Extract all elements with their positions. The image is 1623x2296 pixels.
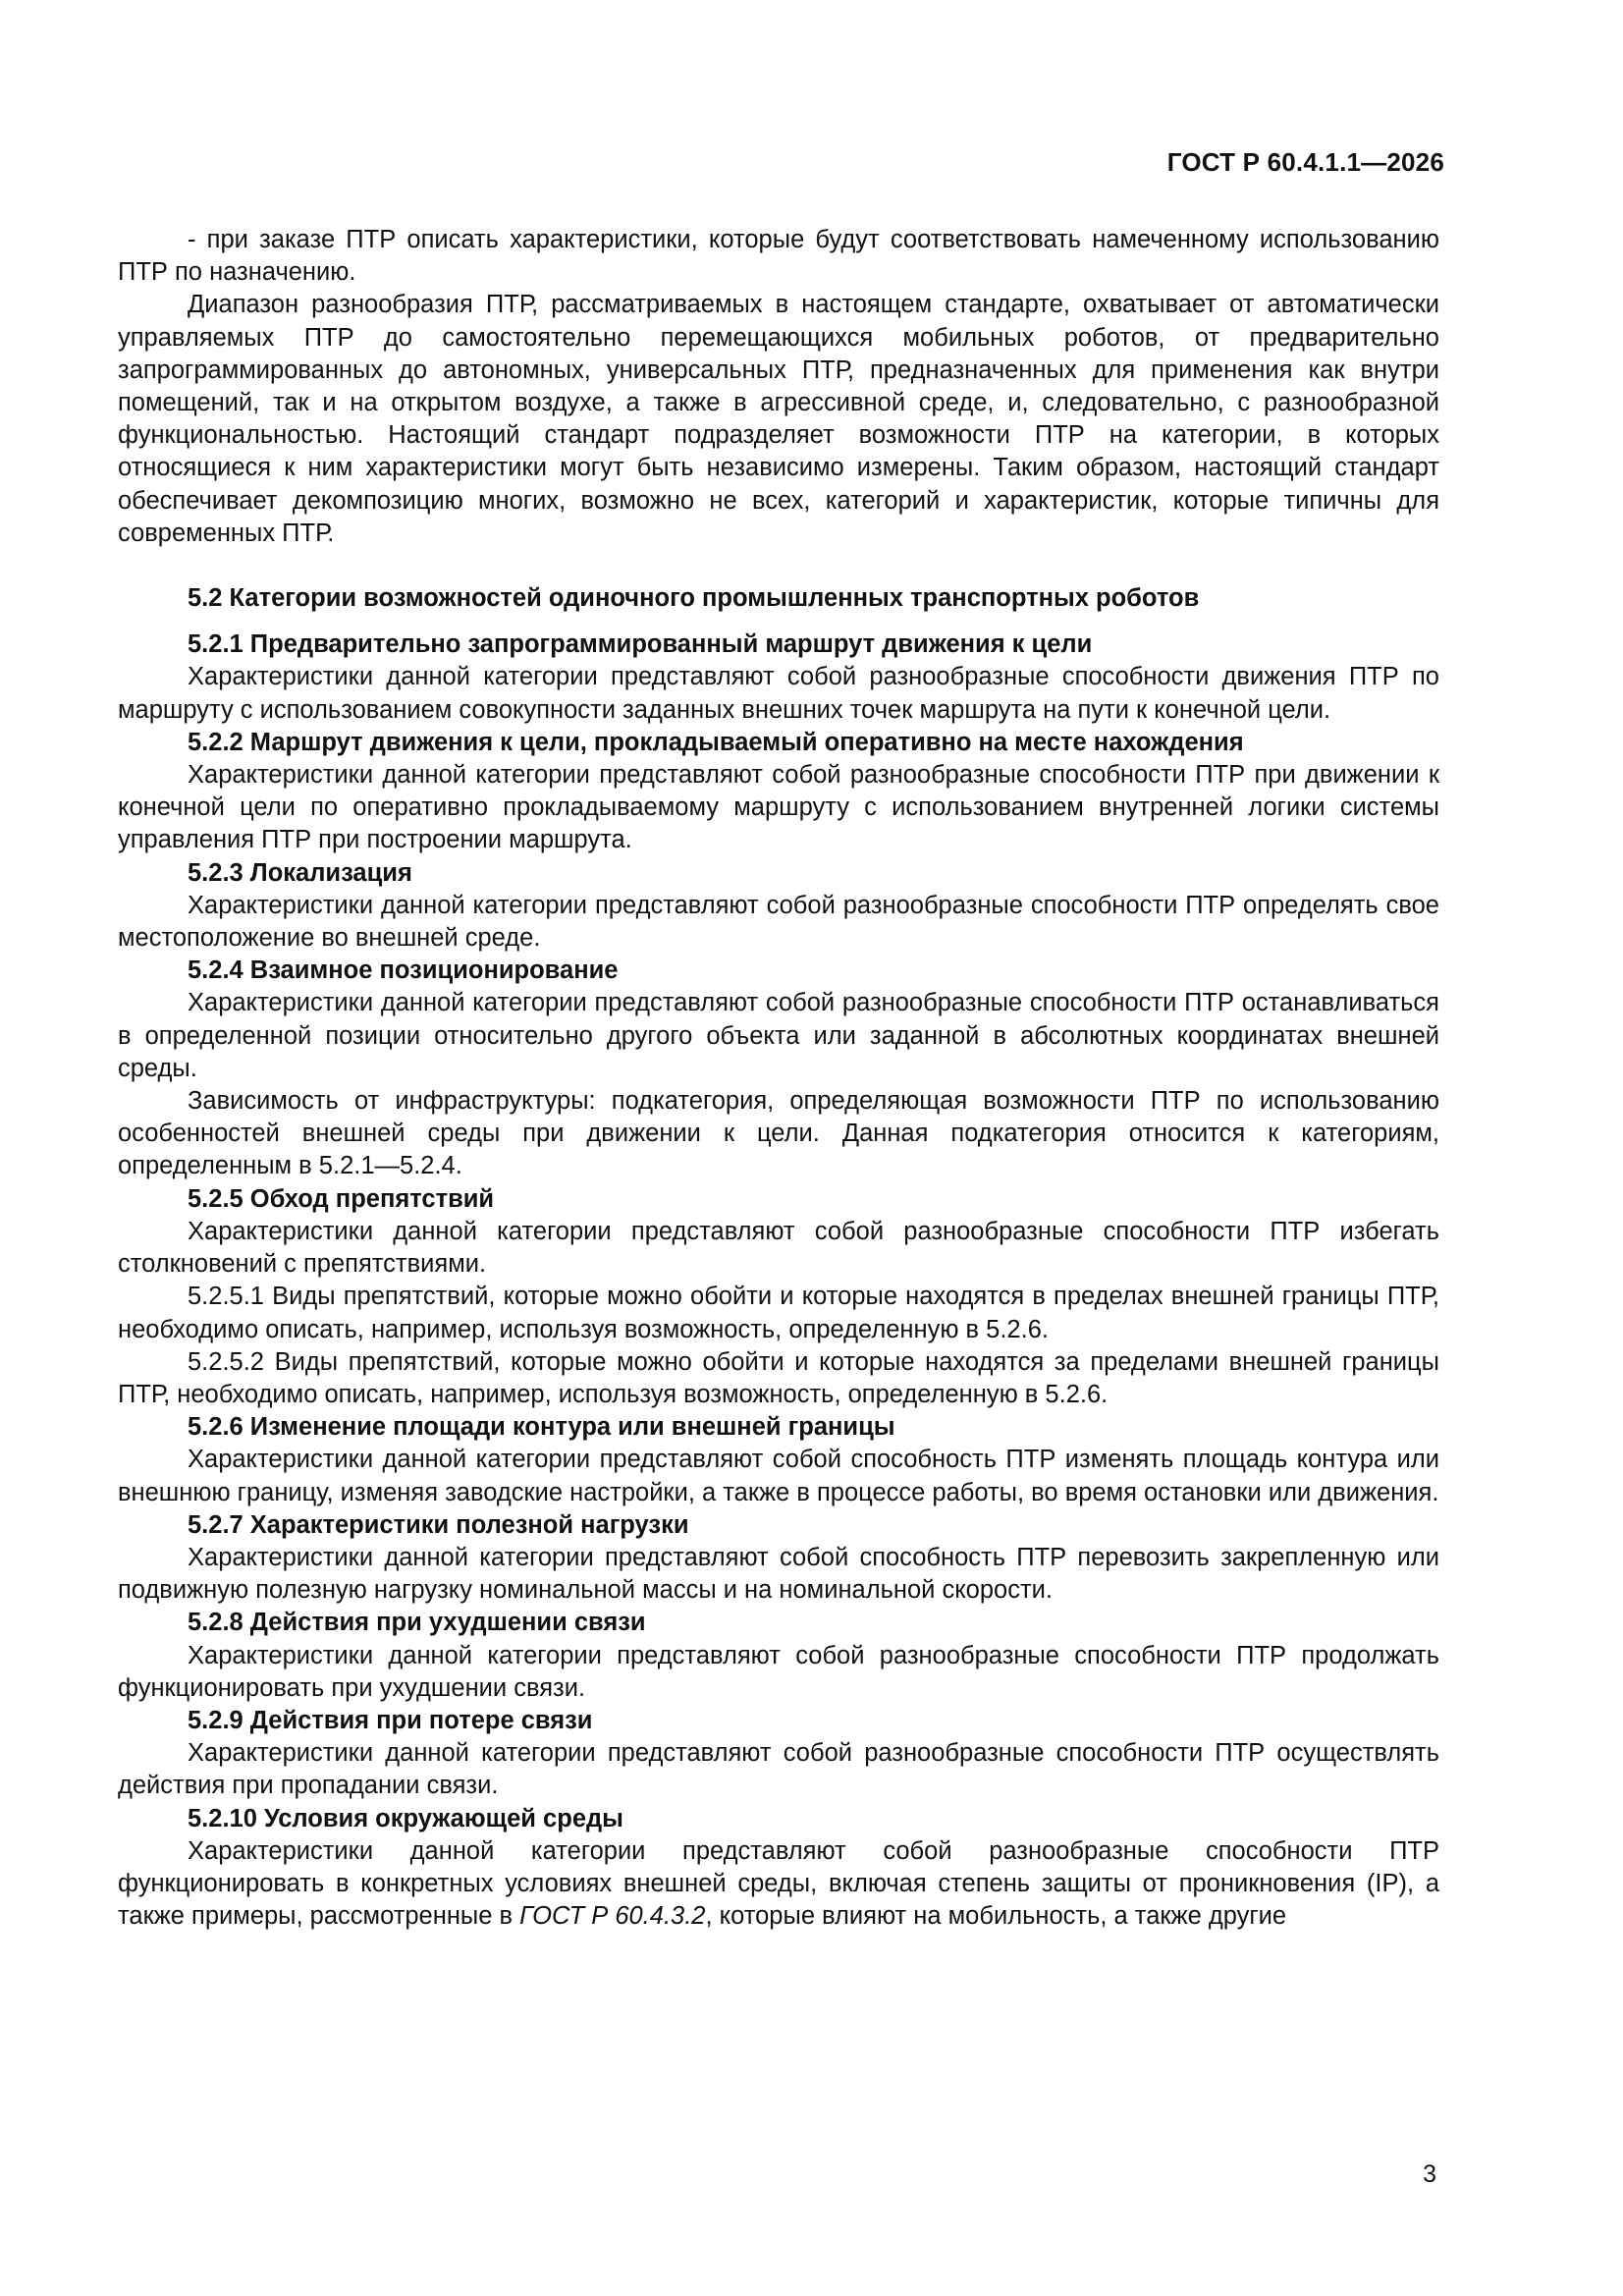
- section-heading-5-2: 5.2 Категории возможностей одиночного промышленных транспортных роботов: [188, 584, 1200, 613]
- paragraph: Характеристики данной категории представляют собой разнообразные способности ПТР при движении к конечной цели по оперативно прокладываемому маршруту с использованием внутренней логики системы управления ПТР при построении маршрута.: [118, 761, 1439, 854]
- subsection-heading-5-2-9: 5.2.9 Действия при потере связи: [188, 1706, 593, 1734]
- paragraph: Зависимость от инфраструктуры: подкатегория, определяющая возможности ПТР по использованию особенностей внешней среды при движении к цели. Данная подкатегория относится к категориям, определенным в 5.2.1—5.2.4.: [118, 1087, 1439, 1180]
- paragraph: [118, 1835, 1439, 1934]
- subsection-heading-5-2-2: 5.2.2 Маршрут движения к цели, прокладываемый оперативно на месте нахождения: [188, 728, 1244, 756]
- subsection-heading-5-2-5: 5.2.5 Обход препятствий: [188, 1184, 495, 1213]
- paragraph-text: Характеристики данной категории представляют собой разнообразные способности ПТР функционировать в конкретных условиях внешней среды, включая степень защиты от проникновения (IP), а также примеры, рассмотренные в: [118, 1836, 1439, 1931]
- paragraph: Характеристики данной категории представляют собой разнообразные способности ПТР продолжать функционировать при ухудшении связи.: [118, 1641, 1439, 1702]
- subsection-heading-5-2-6: 5.2.6 Изменение площади контура или внешней границы: [188, 1413, 895, 1442]
- subsection-heading-5-2-8: 5.2.8 Действия при ухудшении связи: [188, 1609, 646, 1637]
- paragraph: Характеристики данной категории представляют собой способность ПТР изменять площадь контура или внешнюю границу, изменяя заводские настройки, а также в процессе работы, во время остановки или движения.: [118, 1446, 1439, 1506]
- paragraph-text: , которые влияют на мобильность, а также другие: [705, 1902, 1287, 1931]
- paragraph: Характеристики данной категории представляют собой разнообразные способности ПТР останавливаться в определенной позиции относительно другого объекта или заданной в абсолютных координатах внешней среды.: [118, 989, 1439, 1082]
- subsection-heading-5-2-3: 5.2.3 Локализация: [188, 858, 412, 887]
- document-body: [118, 224, 1439, 1933]
- paragraph: Характеристики данной категории представляют собой разнообразные способности ПТР осуществлять действия при пропадании связи.: [118, 1739, 1439, 1800]
- paragraph-5-2-5-2: 5.2.5.2 Виды препятствий, которые можно обойти и которые находятся за пределами внешней границы ПТР, необходимо описать, например, используя возможность, определенную в 5.2.6.: [118, 1347, 1439, 1408]
- subsection-heading-5-2-4: 5.2.4 Взаимное позиционирование: [188, 957, 619, 985]
- paragraph: Характеристики данной категории представляют собой разнообразные способности движения ПТР по маршруту с использованием совокупности заданных внешних точек маршрута на пути к конечной цели.: [118, 663, 1439, 724]
- paragraph: Диапазон разнообразия ПТР, рассматриваемых в настоящем стандарте, охватывает от автоматически управляемых ПТР до самостоятельно перемещающихся мобильных роботов, от предварительно запрограммированных до автономных, универсальных ПТР, предназначенных для применения как внутри помещений, так и на открытом воздухе, а также в агрессивной среде, и, следовательно, с разнообразной функциональностью. Настоящий стандарт подразделяет возможности ПТР на категории, в которых относящиеся к ним характеристики могут быть независимо измерены. Таким образом, настоящий стандарт обеспечивает декомпозицию многих, возможно не всех, категорий и характеристик, которые типичны для современных ПТР.: [118, 291, 1439, 547]
- subsection-heading-5-2-10: 5.2.10 Условия окружающей среды: [188, 1804, 623, 1832]
- document-header: ГОСТ Р 60.4.1.1—2026: [1166, 147, 1444, 177]
- subsection-heading-5-2-7: 5.2.7 Характеристики полезной нагрузки: [188, 1510, 689, 1539]
- paragraph: Характеристики данной категории представляют собой разнообразные способности ПТР определять свое местоположение во внешней среде.: [118, 891, 1439, 953]
- paragraph: Характеристики данной категории представляют собой разнообразные способности ПТР избегать столкновений с препятствиями.: [118, 1217, 1439, 1279]
- paragraph: - при заказе ПТР описать характеристики, которые будут соответствовать намеченному использованию ПТР по назначению.: [118, 226, 1439, 287]
- subsection-heading-5-2-1: 5.2.1 Предварительно запрограммированный маршрут движения к цели: [188, 630, 1093, 659]
- standard-reference: ГОСТ Р 60.4.3.2: [519, 1902, 706, 1931]
- paragraph-5-2-5-1: 5.2.5.1 Виды препятствий, которые можно обойти и которые находятся в пределах внешней границы ПТР, необходимо описать, например, используя возможность, определенную в 5.2.6.: [118, 1283, 1439, 1343]
- page-number: 3: [1423, 2160, 1436, 2188]
- paragraph: Характеристики данной категории представляют собой способность ПТР перевозить закрепленную или подвижную полезную нагрузку номинальной массы и на номинальной скорости.: [118, 1543, 1439, 1605]
